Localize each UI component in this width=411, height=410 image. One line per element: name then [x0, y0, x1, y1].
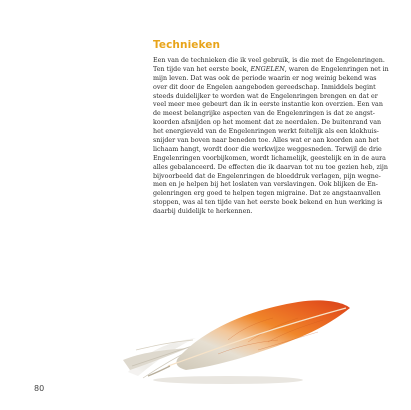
feather-icon	[108, 280, 358, 390]
text-line: veel meer mee gebeurt dan ik in eerste instantie kon overzien. Een van	[153, 101, 383, 109]
section-heading: Technieken	[153, 39, 221, 51]
text-line: men en je helpen bij het loslaten van verslavingen. Ook blijken de En-	[153, 181, 378, 189]
text-line: lichaam hangt, wordt door die werkwijze weggesneden. Terwijl de drie	[153, 145, 382, 153]
text-line: mijn leven. Dat was ook de periode waarin er nog weinig bekend was	[153, 74, 377, 82]
text-line: over dit door de Engelen aangeboden gereedschap. Inmiddels begint	[153, 83, 376, 91]
text-line: het energieveld van de Engelenringen werkt feitelijk als een klokhuis-	[153, 128, 379, 136]
text-line: snijder van boven naar beneden toe. Alles wat er aan koorden aan het	[153, 137, 379, 145]
text-line: steeds duidelijker te worden wat de Engelenringen brengen en dat er	[153, 92, 378, 100]
page-number: 80	[34, 384, 45, 393]
text-line: gelenringen erg goed te helpen tegen migraine. Dat ze angstaanvallen	[153, 190, 381, 198]
text-line: bijvoorbeeld dat de Engelenringen de bloeddruk verlagen, pijn wegne-	[153, 172, 381, 180]
text-line: de meest belangrijke aspecten van de Engelenringen is dat ze angst-	[153, 110, 375, 118]
text-line: Engelenringen voorbijkomen, wordt lichamelijk, geestelijk en in de aura	[153, 154, 386, 162]
text-line: alles gebalanceerd. De effecten die ik daarvan tot nu toe gezien heb, zijn	[153, 163, 388, 171]
body-paragraph	[153, 57, 401, 217]
text-line: Ten tijde van het eerste boek, ENGELEN, waren de Engelenringen net in	[153, 65, 389, 73]
text-line: koorden afsnijden op het moment dat ze neerdalen. De buitenrand van	[153, 119, 382, 127]
text-line: stoppen, was al ten tijde van het eerste boek bekend en hun werking is	[153, 199, 383, 207]
text-line: daarbij duidelijk te herkennen.	[153, 208, 253, 216]
text-line: Een van de technieken die ik veel gebruik, is die met de Engelenringen.	[153, 57, 385, 64]
